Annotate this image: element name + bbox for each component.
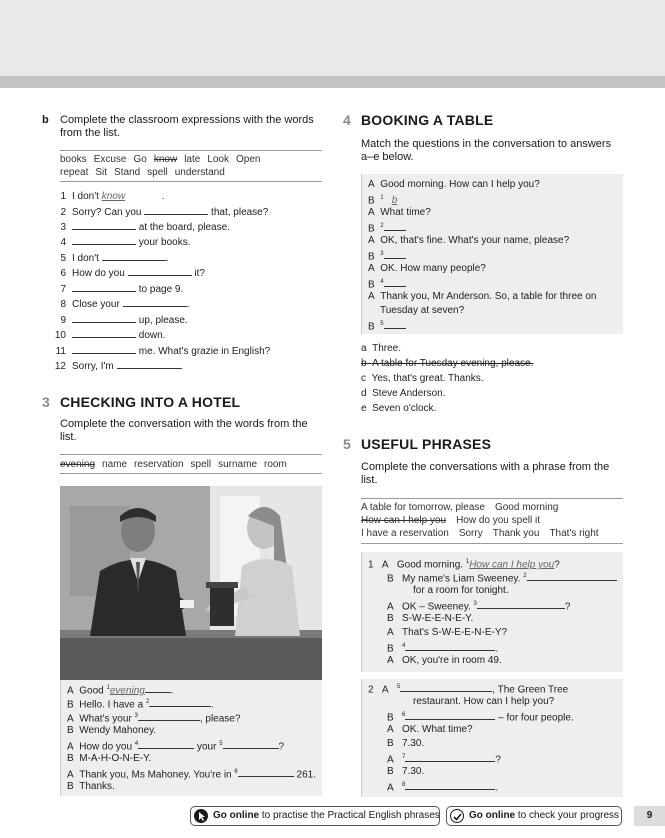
answer-blank[interactable] xyxy=(72,283,136,292)
word: spell xyxy=(190,459,212,470)
top-band-line xyxy=(0,76,665,88)
exercise-item-1: 1 I don't know . xyxy=(60,191,165,202)
answer-evening: evening xyxy=(109,685,145,697)
answer-blank[interactable] xyxy=(128,267,192,276)
word: Stand xyxy=(114,167,141,178)
answer-blank[interactable] xyxy=(238,768,294,777)
answer-blank[interactable] xyxy=(527,572,617,581)
section-title: USEFUL PHRASES xyxy=(361,436,492,452)
word: Sit xyxy=(95,167,108,178)
answer-blank[interactable] xyxy=(72,314,136,323)
answer-option-d: d Steve Anderson. xyxy=(361,388,446,399)
answer-blank[interactable] xyxy=(384,222,406,231)
answer-blank[interactable] xyxy=(400,683,492,692)
section-title: CHECKING INTO A HOTEL xyxy=(60,394,241,410)
section-b-instruction: Complete the classroom expressions with the words from the list. xyxy=(60,114,314,139)
answer-blank[interactable] xyxy=(384,250,406,259)
conv-line: B My name's Liam Sweeney. $^2$ xyxy=(387,570,617,585)
word: spell xyxy=(147,167,168,178)
word: Open xyxy=(236,154,261,165)
conv-line: restaurant. How can I help you? xyxy=(413,696,555,707)
conv-line: A That's S-W-E-E-N-E-Y? xyxy=(387,627,508,638)
conv-line: B $^1$ b xyxy=(368,192,406,207)
section-3-heading xyxy=(42,394,324,412)
section-b-word-list xyxy=(60,150,322,182)
conv-line: B 7.30. xyxy=(387,766,425,777)
answer-blank[interactable] xyxy=(144,206,208,215)
answer-blank[interactable] xyxy=(102,252,166,261)
answer-blank[interactable] xyxy=(72,345,136,354)
conv-line: A $^7$ ? xyxy=(387,754,501,766)
conv-line: B Thanks. xyxy=(67,781,115,792)
conv-line: 2 A $^5$ , The Green Tree xyxy=(368,684,569,696)
answer-blank[interactable] xyxy=(384,278,406,287)
answer-blank[interactable] xyxy=(138,712,200,721)
section-3-word-list xyxy=(60,454,322,474)
conv-line: A What's your $^3$ , please? xyxy=(67,713,241,725)
conv-line: B Hello. I have a $^2$ . xyxy=(67,699,215,711)
word: Go xyxy=(133,154,147,165)
exercise-item-5: 5 I don't . xyxy=(60,253,169,264)
conv-line: A OK. How many people? xyxy=(368,263,486,274)
conv-line: B 7.30. xyxy=(387,738,425,749)
conv-line: A Good $^1$evening . xyxy=(67,685,174,697)
word: books xyxy=(60,154,87,165)
section-b-header xyxy=(42,112,324,142)
go-online-practise-button[interactable]: Go online to practise the Practical English phrases xyxy=(190,806,440,826)
word-row xyxy=(60,459,294,470)
section-4-instruction: Match the questions in the conversation to answers a–e below. xyxy=(361,138,612,163)
word-row-1 xyxy=(60,154,267,165)
answer-option-b: b A table for Tuesday evening, please. xyxy=(361,358,534,369)
conv-line: B $^3$ xyxy=(368,248,406,263)
answer-blank[interactable] xyxy=(138,740,194,749)
conv-line: Tuesday at seven? xyxy=(380,305,465,316)
word: repeat xyxy=(60,167,89,178)
answer-blank[interactable] xyxy=(405,781,495,790)
go-online-progress-button[interactable]: Go online to check your progress xyxy=(446,806,622,826)
answer-blank[interactable] xyxy=(123,298,187,307)
section-number: 3 xyxy=(42,394,50,410)
exercise-item-2: 2 Sorry? Can you that, please? xyxy=(60,207,269,218)
word: reservation xyxy=(134,459,184,470)
conv-line: A Thank you, Mr Anderson. So, a table for three on xyxy=(368,291,597,302)
conv-line: B M-A-H-O-N-E-Y. xyxy=(67,753,152,764)
exercise-item-12: 12 Sorry, I'm . xyxy=(54,361,184,372)
answer-blank[interactable] xyxy=(149,698,211,707)
exercise-item-10: 10 down. xyxy=(54,330,166,341)
word: late xyxy=(184,154,201,165)
word: Look xyxy=(207,154,229,165)
answer-blank[interactable] xyxy=(72,236,136,245)
phrase-row-2: How can I help you How do you spell it xyxy=(361,515,540,526)
section-3-instruction: Complete the conversation with the words from the list. xyxy=(60,418,308,443)
cursor-icon xyxy=(194,809,208,823)
conv-line: A OK – Sweeney. $^3$ ? xyxy=(387,601,571,613)
exercise-item-6: 6 How do you it? xyxy=(60,268,205,279)
word: Excuse xyxy=(93,154,127,165)
answer-b: b xyxy=(391,195,398,207)
phrase-row-1: A table for tomorrow, please Good morning xyxy=(361,502,559,513)
section-number: 5 xyxy=(343,436,351,452)
conv-line: A OK, that's fine. What's your name, please? xyxy=(368,235,570,246)
section-title: BOOKING A TABLE xyxy=(361,112,494,128)
exercise-item-7: 7 to page 9. xyxy=(60,284,184,295)
exercise-item-4: 4 your books. xyxy=(60,237,191,248)
page-number: 9 xyxy=(634,806,665,826)
word: evening xyxy=(60,459,96,470)
word: understand xyxy=(174,167,225,178)
conv-line: A How do you $^4$ your $^5$ ? xyxy=(67,741,285,753)
photo-illustration xyxy=(60,486,322,680)
word: know xyxy=(153,154,178,165)
answer-option-e: e Seven o'clock. xyxy=(361,403,437,414)
conv-line: B $^5$ xyxy=(368,318,406,333)
answer-blank[interactable] xyxy=(477,600,565,609)
conv-line: B $^6$ – for four people. xyxy=(387,712,574,724)
answer-blank[interactable] xyxy=(117,360,181,369)
exercise-item-11: 11 me. What's grazie in English? xyxy=(55,346,271,357)
section-5-heading xyxy=(343,436,625,454)
hotel-reception-photo xyxy=(60,486,322,680)
section-5-conversation-2 xyxy=(361,679,623,797)
conv-line: A $^8$ . xyxy=(387,782,499,794)
conv-line: B $^4$ xyxy=(368,276,406,291)
section-4-conversation xyxy=(361,174,623,334)
answer-blank[interactable] xyxy=(72,329,136,338)
exercise-item-3: 3 at the board, please. xyxy=(60,222,230,233)
exercise-item-8: 8 Close your . xyxy=(60,299,190,310)
answer-option-a: a Three. xyxy=(361,343,402,354)
answer-blank[interactable] xyxy=(384,320,406,329)
conv-line: A OK. What time? xyxy=(387,724,473,735)
answer-blank[interactable] xyxy=(405,711,495,720)
conv-line: A What time? xyxy=(368,207,431,218)
answer-blank[interactable] xyxy=(223,740,279,749)
word-row-2 xyxy=(60,167,232,178)
conv-line: B Wendy Mahoney. xyxy=(67,725,157,736)
conv-line: 1 A Good morning. $^1$How can I help you? xyxy=(368,559,560,571)
conv-line: for a room for tonight. xyxy=(413,585,509,596)
answer-option-c: c Yes, that's great. Thanks. xyxy=(361,373,484,384)
exercise-item-9: 9 up, please. xyxy=(60,315,188,326)
conv-line: B $^4$ . xyxy=(387,643,499,655)
answer-know: know xyxy=(101,191,126,202)
section-5-conversation-1 xyxy=(361,552,623,672)
section-5-phrase-list xyxy=(361,498,623,544)
word: name xyxy=(102,459,128,470)
top-band xyxy=(0,0,665,76)
conv-line: B S-W-E-E-N-E-Y. xyxy=(387,613,474,624)
word: room xyxy=(264,459,287,470)
section-number: 4 xyxy=(343,112,351,128)
answer-blank[interactable] xyxy=(72,221,136,230)
conv-line: A OK, you're in room 49. xyxy=(387,655,502,666)
section-4-heading xyxy=(343,112,625,130)
section-b-letter: b xyxy=(42,114,49,126)
answer-how-can-i-help-you: How can I help you xyxy=(469,559,555,571)
section-3-conversation xyxy=(60,680,322,796)
phrase-row-3: I have a reservation Sorry Thank you That's right xyxy=(361,528,599,539)
answer-blank[interactable] xyxy=(405,642,495,651)
conv-line: B $^2$ xyxy=(368,220,406,235)
checkmark-icon xyxy=(450,809,464,823)
conv-line: A Thank you, Ms Mahoney. You're in $^6$ 261. xyxy=(67,769,316,781)
section-5-instruction: Complete the conversations with a phrase from the list. xyxy=(361,461,610,486)
answer-blank[interactable] xyxy=(405,753,495,762)
word: surname xyxy=(218,459,257,470)
conv-line: A Good morning. How can I help you? xyxy=(368,179,540,190)
